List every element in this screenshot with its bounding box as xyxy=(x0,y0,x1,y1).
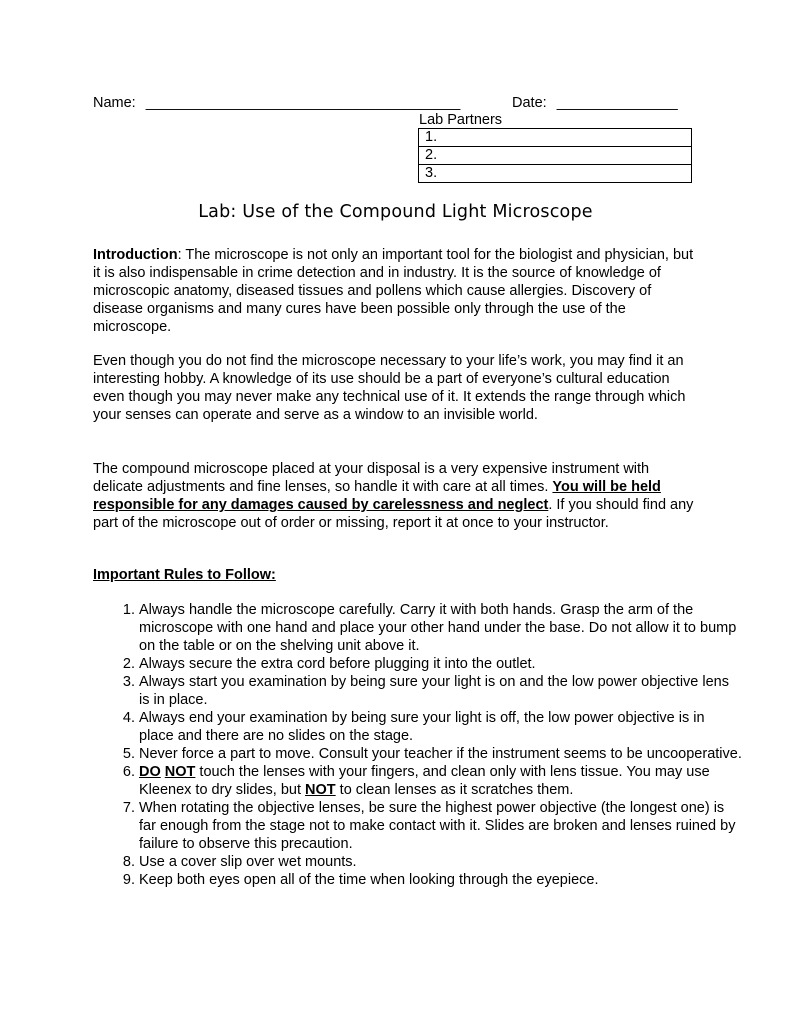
rule6-do: DO xyxy=(139,764,161,780)
rule-item-5: 5. Never force a part to move. Consult your teacher if the instrument seems to be uncooperative. xyxy=(139,745,742,763)
rule-item-3: 3. Always start you examination by being sure your light is on and the low power objective lens is in place. xyxy=(139,673,742,709)
rule-item-9: 9. Keep both eyes open all of the time when looking through the eyepiece. xyxy=(139,871,742,889)
page-title: Lab: Use of the Compound Light Microscope xyxy=(198,202,593,222)
rule-item-7: 7. When rotating the objective lenses, be sure the highest power objective (the longest one) is far enough from the stage not to make contact with it. Slides are broken and lenses ruined by failure to observe this precaution. xyxy=(139,799,742,853)
intro-text: : The microscope is not only an important tool for the biologist and physician, but it is also indispensable in crime detection and in industry. It is the source of knowledge of microscopic anatomy, diseased tissues and pollens which cause allergies. Discovery of disease organisms and many cures have been possible only through the use of the microscope. xyxy=(93,247,694,335)
rule6-not: NOT xyxy=(164,764,196,780)
rule-item-1: 1. Always handle the microscope carefully. Carry it with both hands. Grasp the arm of the microscope with one hand and place your other hand under the base. Do not allow it to bump on the table or on the shelving unit above it. xyxy=(139,601,742,655)
rule-item-6 xyxy=(139,763,742,799)
hobby-paragraph: Even though you do not find the microscope necessary to your life’s work, you may find it an interesting hobby. A knowledge of its use should be a part of everyone’s cultural education even though you may never make any technical use of it. It extends the range through which your senses can operate and serve as a window to an invisible world. xyxy=(93,353,686,423)
rule6-mid: touch the lenses with your fingers, and clean only with lens tissue. You may use Kleenex to dry slides, but xyxy=(139,764,710,798)
rules-heading: Important Rules to Follow: xyxy=(93,567,276,583)
intro-label: Introduction xyxy=(93,247,178,263)
rule6-end: to clean lenses as it scratches them. xyxy=(335,782,574,798)
lab-partners-table xyxy=(418,128,692,183)
partner-slot-2[interactable]: 2. xyxy=(419,147,692,165)
partner-slot-3[interactable]: 3. xyxy=(419,165,692,183)
partner-slot-1[interactable]: 1. xyxy=(419,129,692,147)
care-text-after: . If you should find any part of the microscope out of order or missing, report it at once to your instructor. xyxy=(93,497,694,531)
date-label: Date: xyxy=(512,95,547,111)
rule6-not-second: NOT xyxy=(305,782,336,798)
care-paragraph xyxy=(93,460,696,532)
responsibility-warning: You will be held responsible for any damages caused by carelessness and neglect xyxy=(93,479,661,513)
name-blank[interactable]: _______________________________________ xyxy=(145,95,461,111)
intro-paragraph xyxy=(93,246,696,336)
care-text-before: The compound microscope placed at your disposal is a very expensive instrument with delicate adjustments and fine lenses, so handle it with care at all times. xyxy=(93,461,650,495)
date-blank[interactable]: _______________ xyxy=(556,95,678,111)
name-label: Name: xyxy=(93,95,136,111)
name-field-row xyxy=(93,94,460,112)
lab-partners-label: Lab Partners xyxy=(419,112,503,128)
rules-list xyxy=(93,601,742,889)
date-field-row xyxy=(512,94,678,112)
rule-item-4: 4. Always end your examination by being sure your light is off, the low power objective is in place and there are no slides on the stage. xyxy=(139,709,742,745)
rule-item-2: 2. Always secure the extra cord before plugging it into the outlet. xyxy=(139,655,742,673)
rule-item-8: 8. Use a cover slip over wet mounts. xyxy=(139,853,742,871)
